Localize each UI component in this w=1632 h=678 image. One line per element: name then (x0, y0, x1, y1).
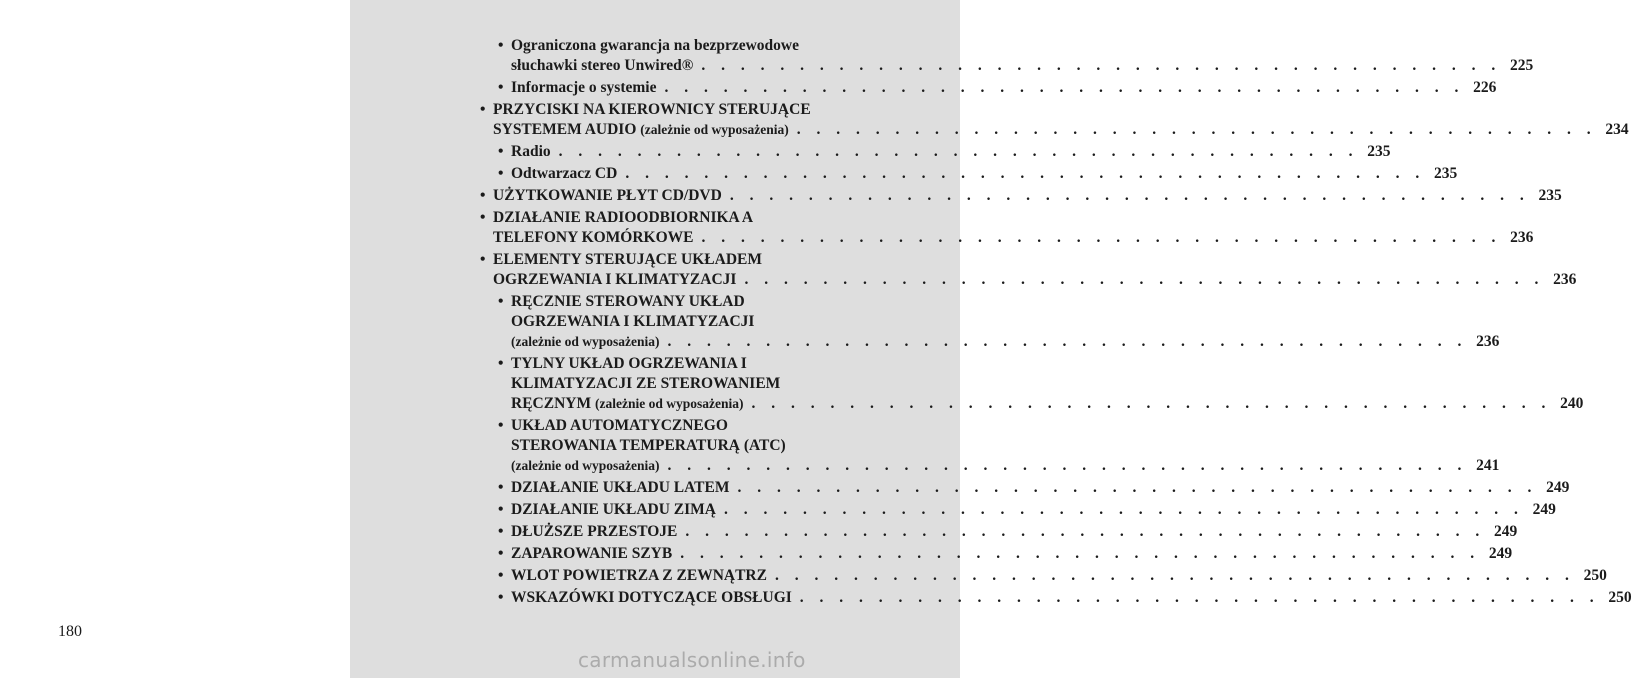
toc-entry[interactable] (498, 544, 1513, 564)
toc-entry-title: DŁUŻSZE PRZESTOJE (511, 523, 678, 540)
dot-leader: . . . . . . . . . . . . . . . . . . . . . . . . . . . . . . . . . . . . . . . . . (796, 121, 1597, 138)
toc-entry-title: Odtwarzacz CD (511, 165, 618, 182)
watermark: carmanualsonline.info (578, 648, 806, 672)
bullet-icon: • (480, 209, 486, 226)
dot-leader: . . . . . . . . . . . . . . . . . . . . . . . . . . . . . . . . . . . . . . . . . (680, 545, 1481, 562)
toc-page-number: 236 (1510, 229, 1534, 246)
toc-entry-note: (zależnie od wyposażenia) (594, 396, 744, 411)
bullet-icon: • (498, 501, 504, 518)
bullet-icon: • (480, 187, 486, 204)
bullet-icon: • (498, 479, 504, 496)
dot-leader: . . . . . . . . . . . . . . . . . . . . . . . . . . . . . . . . . . . . . . . . . (664, 79, 1465, 96)
toc-entry-title-line: KLIMATYZACJI ZE STEROWANIEM (511, 375, 781, 392)
toc-entry-title: WLOT POWIETRZA Z ZEWNĄTRZ (511, 567, 767, 584)
toc-page-number: 234 (1605, 121, 1629, 138)
toc-entry-note: (zależnie od wyposażenia) (640, 122, 789, 137)
bullet-icon: • (498, 523, 504, 540)
toc-entry-title: OGRZEWANIA I KLIMATYZACJI (493, 271, 737, 288)
bullet-icon: • (480, 101, 486, 118)
bullet-icon: • (498, 417, 504, 434)
dot-leader: . . . . . . . . . . . . . . . . . . . . . . . . . . . . . . . . . . . . . . . . . (701, 57, 1502, 74)
toc-page-number: 226 (1473, 79, 1497, 96)
toc-entry-title-line: STEROWANIA TEMPERATURĄ (ATC) (511, 437, 786, 454)
toc-entry[interactable] (498, 78, 1497, 98)
toc-entry-title-line: RĘCZNIE STEROWANY UKŁAD (511, 293, 745, 310)
bullet-icon: • (480, 251, 486, 268)
toc-entry-title: Informacje o systemie (511, 79, 657, 96)
bullet-icon: • (498, 567, 504, 584)
dot-leader: . . . . . . . . . . . . . . . . . . . . . . . . . . . . . . . . . . . . . . . . . (701, 229, 1502, 246)
toc-page-number: 236 (1553, 271, 1577, 288)
toc-page-number: 250 (1583, 567, 1607, 584)
dot-leader: . . . . . . . . . . . . . . . . . . . . . . . . . . . . . . . . . . . . . . . . . (751, 395, 1552, 412)
toc-entry-title: ZAPAROWANIE SZYB (511, 545, 673, 562)
toc-entry[interactable] (498, 354, 1584, 414)
toc-entry[interactable] (480, 186, 1562, 206)
toc-entry-note: (zależnie od wyposażenia) (511, 458, 660, 473)
toc-entry-title: SYSTEMEM AUDIO (493, 121, 637, 138)
toc-page-number: 235 (1433, 165, 1458, 182)
left-page (0, 0, 350, 678)
toc-entry-title: WSKAZÓWKI DOTYCZĄCE OBSŁUGI (511, 589, 792, 606)
bullet-icon: • (498, 37, 504, 54)
bullet-icon: • (498, 355, 504, 372)
toc-entry-title-line: TYLNY UKŁAD OGRZEWANIA I (511, 355, 747, 372)
dot-leader: . . . . . . . . . . . . . . . . . . . . . . . . . . . . . . . . . . . . . . . . . (667, 457, 1468, 474)
table-of-contents (480, 36, 1632, 610)
toc-entry[interactable] (498, 566, 1607, 586)
toc-page-number: 249 (1546, 479, 1570, 496)
toc-entry[interactable] (480, 208, 1534, 248)
toc-entry-title-line: PRZYCISKI NA KIEROWNICY STERUJĄCE (493, 101, 811, 118)
bullet-icon: • (498, 545, 504, 562)
toc-entry[interactable] (498, 164, 1458, 184)
dot-leader: . . . . . . . . . . . . . . . . . . . . . . . . . . . . . . . . . . . . . . . . . (799, 589, 1600, 606)
toc-entry[interactable] (498, 292, 1500, 352)
toc-entry[interactable] (498, 142, 1391, 162)
toc-entry[interactable] (480, 100, 1629, 140)
toc-entry[interactable] (498, 588, 1632, 608)
toc-page-number: 240 (1560, 395, 1584, 412)
toc-entry-title: DZIAŁANIE UKŁADU LATEM (511, 479, 730, 496)
bullet-icon: • (498, 165, 504, 182)
dot-leader: . . . . . . . . . . . . . . . . . . . . . . . . . . . . . . . . . . . . . . . . . (625, 165, 1426, 182)
toc-entry[interactable] (498, 522, 1518, 542)
toc-entry[interactable] (498, 36, 1534, 76)
dot-leader: . . . . . . . . . . . . . . . . . . . . . . . . . . . . . . . . . . . . . . . . . (744, 271, 1545, 288)
toc-page-number: 249 (1488, 545, 1513, 562)
bullet-icon: • (498, 589, 504, 606)
toc-entry[interactable] (480, 250, 1577, 290)
toc-page-number: 250 (1608, 589, 1632, 606)
toc-entry-title-line: ELEMENTY STERUJĄCE UKŁADEM (493, 251, 762, 268)
toc-entry[interactable] (498, 478, 1570, 498)
toc-page-number: 249 (1494, 523, 1518, 540)
toc-entry-title: TELEFONY KOMÓRKOWE (493, 229, 694, 246)
toc-entry-title: DZIAŁANIE UKŁADU ZIMĄ (511, 501, 716, 518)
dot-leader: . . . . . . . . . . . . . . . . . . . . . . . . . . . . . . . . . . . . . . . . . (667, 333, 1468, 350)
toc-page-number: 235 (1538, 187, 1562, 204)
dot-leader: . . . . . . . . . . . . . . . . . . . . . . . . . . . . . . . . . . . . . . . . . (774, 567, 1575, 584)
toc-entry-note: (zależnie od wyposażenia) (511, 334, 660, 349)
page-number: 180 (58, 623, 82, 640)
dot-leader: . . . . . . . . . . . . . . . . . . . . . . . . . . . . . . . . . . . . . . . . . (685, 523, 1486, 540)
dot-leader: . . . . . . . . . . . . . . . . . . . . . . . . . . . . . . . . . . . . . . . . . (737, 479, 1538, 496)
toc-entry[interactable] (498, 500, 1556, 520)
toc-page-number: 236 (1476, 333, 1500, 350)
bullet-icon: • (498, 79, 504, 96)
toc-page-number: 249 (1532, 501, 1556, 518)
dot-leader: . . . . . . . . . . . . . . . . . . . . . . . . . . . . . . . . . . . . . . . . . (729, 187, 1530, 204)
dot-leader: . . . . . . . . . . . . . . . . . . . . . . . . . . . . . . . . . . . . . . . . . (558, 143, 1359, 160)
toc-entry-title: UŻYTKOWANIE PŁYT CD/DVD (493, 187, 722, 204)
toc-entry-title-line: UKŁAD AUTOMATYCZNEGO (511, 417, 728, 434)
bullet-icon: • (498, 143, 504, 160)
toc-entry-title: Radio (511, 143, 551, 160)
toc-entry-title-line: Ograniczona gwarancja na bezprzewodowe (511, 37, 799, 54)
bullet-icon: • (498, 293, 504, 310)
toc-page-number: 241 (1476, 457, 1500, 474)
toc-entry-title: RĘCZNYM (511, 395, 592, 412)
toc-entry-title-line: OGRZEWANIA I KLIMATYZACJI (511, 313, 755, 330)
dot-leader: . . . . . . . . . . . . . . . . . . . . . . . . . . . . . . . . . . . . . . . . . (723, 501, 1524, 518)
toc-entry-title-line: DZIAŁANIE RADIOODBIORNIKA A (493, 209, 754, 226)
toc-page-number: 235 (1367, 143, 1391, 160)
toc-page-number: 225 (1510, 57, 1534, 74)
toc-entry[interactable] (498, 416, 1500, 476)
toc-entry-title: słuchawki stereo Unwired® (511, 57, 694, 74)
